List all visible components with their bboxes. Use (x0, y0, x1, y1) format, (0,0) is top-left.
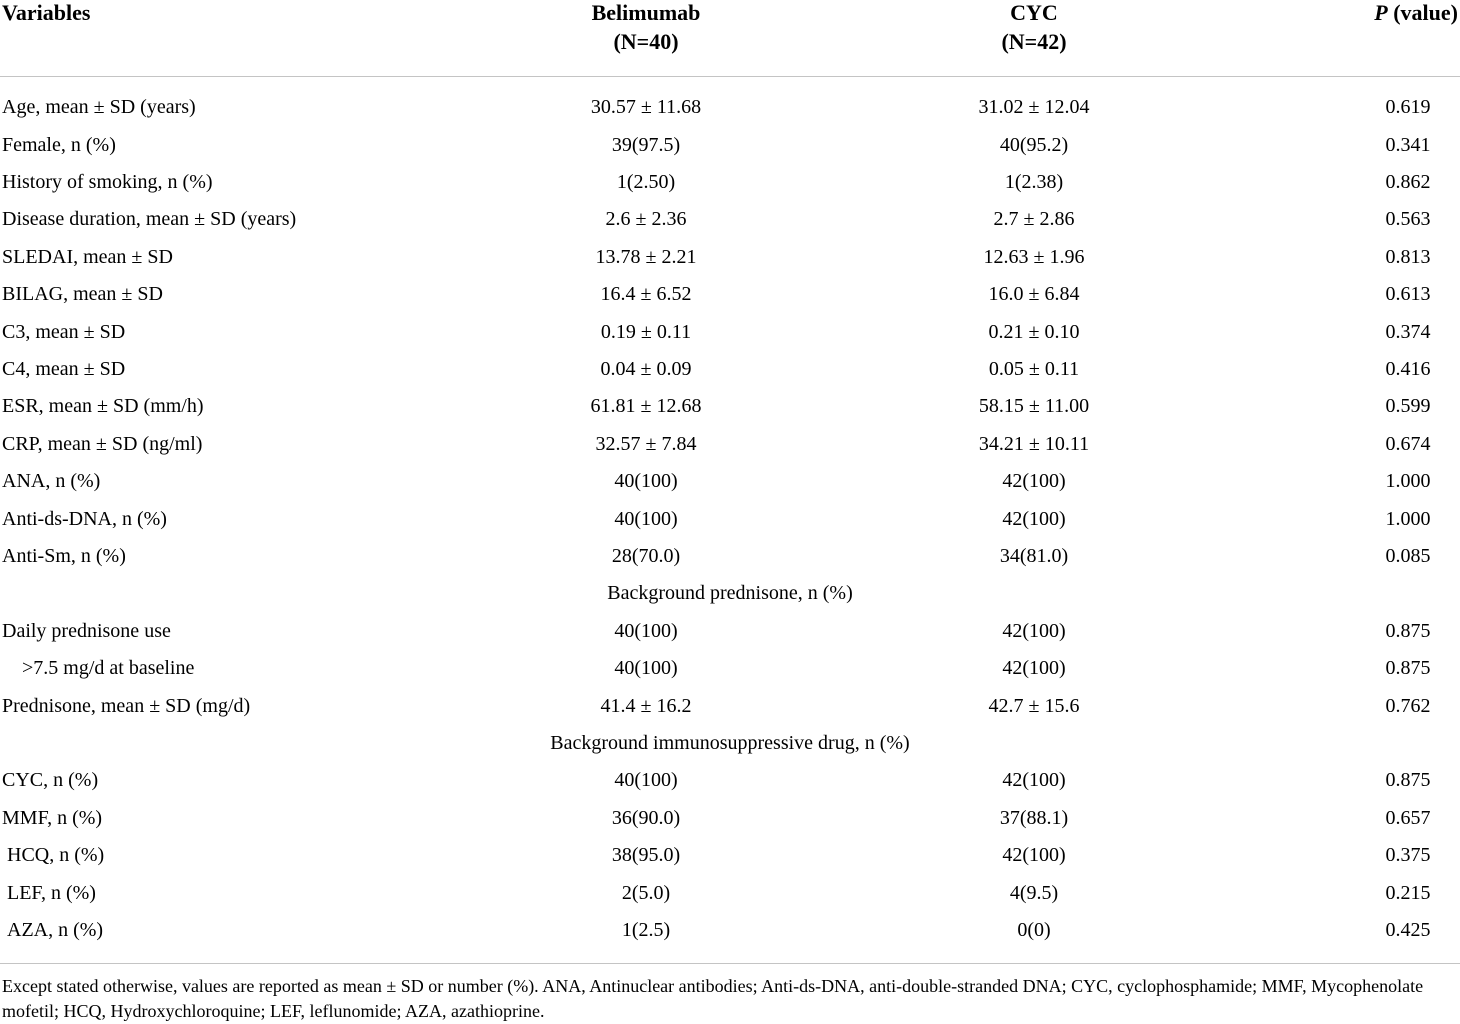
belimumab-value: 1(2.5) (621, 918, 671, 941)
variable-label: C4, mean ± SD (2, 358, 126, 381)
variable-label: MMF, n (%) (2, 806, 103, 829)
belimumab-value: 30.57 ± 11.68 (590, 96, 702, 119)
variable-label: Anti-ds-DNA, n (%) (2, 507, 167, 530)
cyc-value: 4(9.5) (1009, 881, 1059, 904)
table-row (0, 239, 1460, 276)
belimumab-value: 40(100) (614, 657, 678, 680)
cyc-value: 0(0) (1017, 918, 1051, 941)
variable-label: Anti-Sm, n (%) (2, 544, 126, 567)
header-p-letter: P (1374, 0, 1388, 25)
cyc-value: 42(100) (1002, 657, 1066, 680)
p-value: 0.375 (1385, 844, 1431, 867)
cyc-value: 42(100) (1002, 844, 1066, 867)
p-value: 0.619 (1385, 96, 1431, 119)
table-row (0, 800, 1460, 837)
cyc-value: 34(81.0) (999, 544, 1069, 567)
belimumab-value: 1(2.50) (616, 171, 676, 194)
header-rule (0, 76, 1460, 77)
variable-label: CRP, mean ± SD (ng/ml) (2, 432, 203, 455)
belimumab-value: 40(100) (614, 619, 678, 642)
p-value: 0.425 (1385, 918, 1431, 941)
cyc-value: 42(100) (1002, 769, 1066, 792)
table-footnote: Except stated otherwise, values are reported as mean ± SD or number (%). ANA, Antinuclear antibodies; Anti-ds-DNA, anti-double-stranded DNA; CYC, cyclophosphamide; MMF, Mycophenolate mofetil; HCQ, Hydroxychloroquine; LEF, leflunomide; AZA, azathioprine. (2, 976, 1424, 1021)
cyc-value: 2.7 ± 2.86 (993, 208, 1075, 231)
table-row (0, 837, 1460, 874)
cyc-value: 42(100) (1002, 470, 1066, 493)
table-row (0, 613, 1460, 650)
variable-label: Daily prednisone use (2, 619, 171, 642)
belimumab-value: 28(70.0) (611, 544, 681, 567)
table-row (0, 501, 1460, 538)
belimumab-value: 38(95.0) (611, 844, 681, 867)
variable-label: Prednisone, mean ± SD (mg/d) (2, 694, 251, 717)
p-value: 1.000 (1385, 507, 1431, 530)
belimumab-value: 16.4 ± 6.52 (600, 283, 692, 306)
variable-label: ESR, mean ± SD (mm/h) (2, 395, 204, 418)
table-row (0, 650, 1460, 687)
header-cyc-n: (N=42) (1001, 29, 1067, 54)
cyc-value: 42(100) (1002, 507, 1066, 530)
belimumab-value: 13.78 ± 2.21 (595, 245, 697, 268)
variable-label: LEF, n (%) (7, 881, 96, 904)
p-value: 0.374 (1385, 320, 1431, 343)
cyc-value: 58.15 ± 11.00 (978, 395, 1090, 418)
variable-label: History of smoking, n (%) (2, 171, 213, 194)
p-value: 0.674 (1385, 432, 1431, 455)
belimumab-value: 0.19 ± 0.11 (600, 320, 692, 343)
p-value: 0.875 (1385, 657, 1431, 680)
p-value: 0.613 (1385, 283, 1431, 306)
table-row (0, 875, 1460, 912)
section-title-immunosuppressive: Background immunosuppressive drug, n (%) (550, 731, 910, 754)
table-row (0, 688, 1460, 725)
belimumab-value: 0.04 ± 0.09 (600, 358, 692, 381)
variable-label: CYC, n (%) (2, 769, 99, 792)
p-value: 0.813 (1385, 245, 1431, 268)
section-title-prednisone: Background prednisone, n (%) (607, 582, 853, 605)
table-row (0, 388, 1460, 425)
p-value: 0.085 (1385, 544, 1431, 567)
cyc-value: 31.02 ± 12.04 (978, 96, 1090, 119)
belimumab-value: 32.57 ± 7.84 (595, 432, 697, 455)
p-value: 0.875 (1385, 769, 1431, 792)
p-value: 0.875 (1385, 619, 1431, 642)
table-row (0, 762, 1460, 799)
header-belimumab-label: Belimumab (591, 0, 701, 25)
belimumab-value: 40(100) (614, 470, 678, 493)
variable-label: SLEDAI, mean ± SD (2, 245, 173, 268)
cyc-value: 42.7 ± 15.6 (988, 694, 1080, 717)
variable-label: HCQ, n (%) (7, 844, 105, 867)
belimumab-value: 61.81 ± 12.68 (590, 395, 702, 418)
cyc-value: 0.21 ± 0.10 (988, 320, 1080, 343)
variable-label: BILAG, mean ± SD (2, 283, 163, 306)
p-value: 0.416 (1385, 358, 1431, 381)
p-value: 0.563 (1385, 208, 1431, 231)
belimumab-value: 2.6 ± 2.36 (605, 208, 687, 231)
section-header-row (0, 725, 1460, 762)
cyc-value: 40(95.2) (999, 133, 1069, 156)
p-value: 0.657 (1385, 806, 1431, 829)
cyc-value: 42(100) (1002, 619, 1066, 642)
table-row (0, 463, 1460, 500)
p-value: 1.000 (1385, 470, 1431, 493)
variable-label: Female, n (%) (2, 133, 116, 156)
table-row (0, 351, 1460, 388)
cyc-value: 0.05 ± 0.11 (988, 358, 1080, 381)
variable-label: Age, mean ± SD (years) (2, 96, 196, 119)
belimumab-value: 40(100) (614, 507, 678, 530)
header-cyc (834, 0, 1234, 56)
table-row (0, 164, 1460, 201)
table-row (0, 426, 1460, 463)
p-value: 0.215 (1385, 881, 1431, 904)
header-cyc-label: CYC (1010, 0, 1058, 25)
belimumab-value: 36(90.0) (611, 806, 681, 829)
variable-label: Disease duration, mean ± SD (years) (2, 208, 297, 231)
belimumab-value: 40(100) (614, 769, 678, 792)
table-row (0, 89, 1460, 126)
cyc-value: 16.0 ± 6.84 (988, 283, 1080, 306)
table-row (0, 276, 1460, 313)
belimumab-value: 39(97.5) (611, 133, 681, 156)
header-belimumab (446, 0, 846, 56)
bottom-rule (0, 963, 1460, 964)
cyc-value: 1(2.38) (1004, 171, 1064, 194)
table-row (0, 201, 1460, 238)
cyc-value: 34.21 ± 10.11 (978, 432, 1090, 455)
variable-label: AZA, n (%) (7, 918, 104, 941)
header-p-rest: (value) (1387, 0, 1458, 25)
variable-label: ANA, n (%) (2, 470, 101, 493)
header-p-value (1374, 0, 1458, 27)
cyc-value: 12.63 ± 1.96 (983, 245, 1085, 268)
table-row (0, 912, 1460, 949)
p-value: 0.862 (1385, 171, 1431, 194)
table-row (0, 538, 1460, 575)
header-belimumab-n: (N=40) (613, 29, 679, 54)
table-body (0, 89, 1460, 949)
p-value: 0.762 (1385, 694, 1431, 717)
cyc-value: 37(88.1) (999, 806, 1069, 829)
belimumab-value: 2(5.0) (621, 881, 671, 904)
header-variables: Variables (2, 0, 91, 25)
p-value: 0.341 (1385, 133, 1431, 156)
section-header-row (0, 575, 1460, 612)
belimumab-value: 41.4 ± 16.2 (600, 694, 692, 717)
variable-label: C3, mean ± SD (2, 320, 126, 343)
p-value: 0.599 (1385, 395, 1431, 418)
variable-label: >7.5 mg/d at baseline (22, 657, 195, 680)
table-row (0, 127, 1460, 164)
table-row (0, 314, 1460, 351)
